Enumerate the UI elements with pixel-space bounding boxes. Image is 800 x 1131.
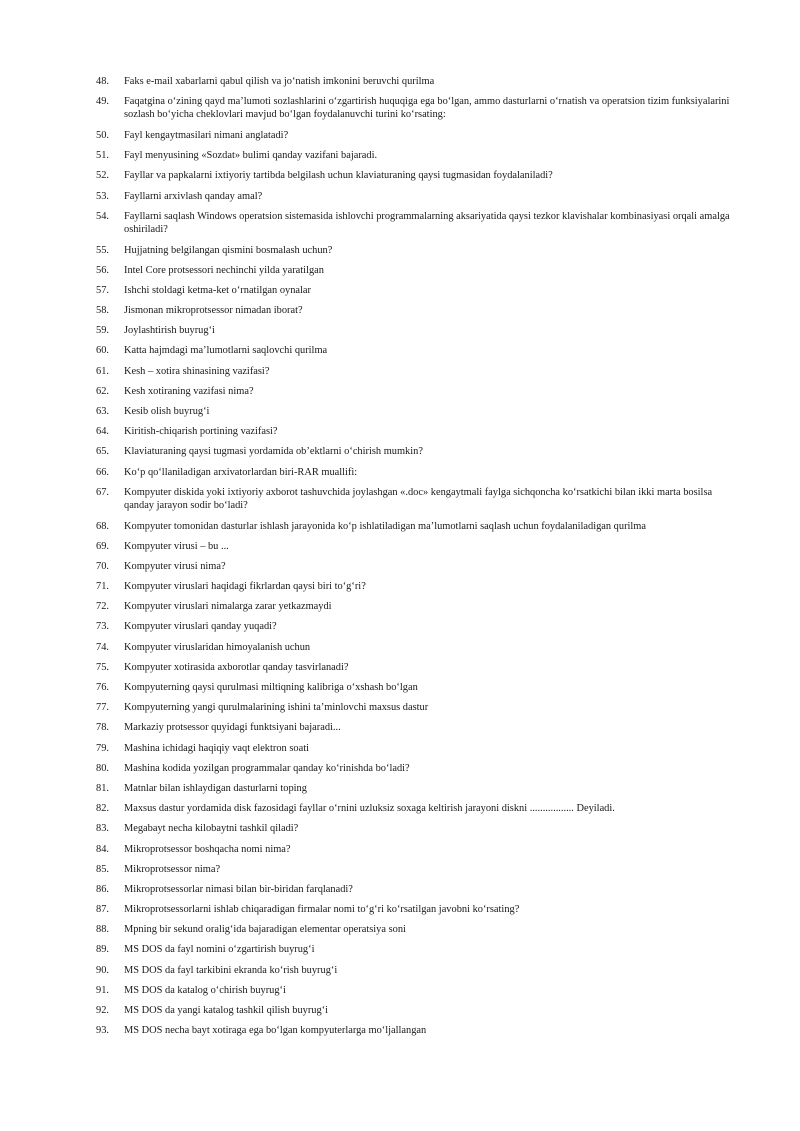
question-text: Kompyuter viruslari haqidagi fikrlardan qaysi biri to‘g‘ri? <box>124 581 366 593</box>
question-text: Megabayt necha kilobaytni tashkil qiladi? <box>124 823 299 835</box>
question-item <box>96 621 736 634</box>
question-item <box>96 541 736 554</box>
question-number: 80. <box>96 762 109 774</box>
question-text: Mashina kodida yozilgan programmalar qanday ko‘rinishda bo‘ladi? <box>124 762 410 774</box>
question-item <box>96 763 736 776</box>
question-number: 64. <box>96 426 109 438</box>
question-item <box>96 265 736 278</box>
question-item <box>96 1005 736 1018</box>
question-item <box>96 722 736 735</box>
question-number: 74. <box>96 641 109 653</box>
question-number: 79. <box>96 742 109 754</box>
question-number: 83. <box>96 823 109 835</box>
question-number: 93. <box>96 1025 109 1037</box>
question-text: Markaziy protsessor quyidagi funktsiyani bajaradi... <box>124 722 341 734</box>
question-number: 76. <box>96 682 109 694</box>
question-number: 58. <box>96 305 109 317</box>
question-item <box>96 211 736 237</box>
question-number: 51. <box>96 150 109 162</box>
question-text: MS DOS da fayl tarkibini ekranda ko‘rish buyrug‘i <box>124 964 338 976</box>
question-number: 49. <box>96 96 109 108</box>
question-item <box>96 446 736 459</box>
question-text: Kiritish-chiqarish portining vazifasi? <box>124 426 278 438</box>
question-number: 57. <box>96 284 109 296</box>
question-text: Kesh xotiraning vazifasi nima? <box>124 385 254 397</box>
question-number: 88. <box>96 924 109 936</box>
question-number: 92. <box>96 1005 109 1017</box>
question-number: 85. <box>96 863 109 875</box>
question-number: 54. <box>96 210 109 222</box>
question-text: Fayllarni saqlash Windows operatsion sistemasida ishlovchi programmalarning aksariyatida qaysi tezkor klavishalar kombinasiyasi orqali amalga oshiriladi? <box>124 210 730 235</box>
question-number: 66. <box>96 466 109 478</box>
question-text: Ishchi stoldagi ketma-ket o‘rnatilgan oynalar <box>124 284 311 296</box>
question-text: Ko‘p qo‘llaniladigan arxivatorlardan biri-RAR muallifi: <box>124 466 358 478</box>
question-number: 78. <box>96 722 109 734</box>
question-number: 59. <box>96 325 109 337</box>
question-text: MS DOS da katalog o‘chirish buyrug‘i <box>124 984 286 996</box>
question-number: 61. <box>96 365 109 377</box>
question-number: 53. <box>96 190 109 202</box>
question-number: 68. <box>96 520 109 532</box>
question-text: MS DOS necha bayt xotiraga ega bo‘lgan kompyuterlarga mo‘ljallangan <box>124 1025 427 1037</box>
question-item <box>96 944 736 957</box>
question-item <box>96 245 736 258</box>
question-item <box>96 487 736 513</box>
question-item <box>96 561 736 574</box>
question-text: Faqatgina o‘zining qayd ma’lumoti sozlashlarini o‘zgartirish huquqiga ega bo‘lgan, ammo dasturlarni o‘rnatish va operatsion tizim funksiyalarini sozlash bo‘yicha cheklovlari mavjud bo‘lgan foydalanuvchi turini ko‘rsating: <box>124 96 730 120</box>
question-number: 77. <box>96 702 109 714</box>
question-text: Kompyuter xotirasida axborotlar qanday tasvirlanadi? <box>124 661 349 673</box>
question-text: Kesh – xotira shinasining vazifasi? <box>124 365 270 377</box>
question-number: 91. <box>96 984 109 996</box>
question-item <box>96 864 736 877</box>
question-item <box>96 904 736 917</box>
question-item <box>96 96 736 122</box>
question-text: Kompyuterning yangi qurulmalarining ishini ta’minlovchi maxsus dastur <box>124 702 429 714</box>
question-number: 56. <box>96 264 109 276</box>
question-text: Mikroprotsessorlar nimasi bilan bir-biridan farqlanadi? <box>124 883 353 895</box>
question-text: Kompyuterning qaysi qurulmasi miltiqning kalibriga o‘xshash bo‘lgan <box>124 682 418 694</box>
question-number: 82. <box>96 803 109 815</box>
question-number: 67. <box>96 486 109 498</box>
question-text: Matnlar bilan ishlaydigan dasturlarni toping <box>124 782 307 794</box>
question-text: Maxsus dastur yordamida disk fazosidagi fayllar o‘rnini uzluksiz soxaga keltirish jarayoni diskni ................. Deyiladi. <box>124 803 615 815</box>
question-item <box>96 426 736 439</box>
question-item <box>96 581 736 594</box>
question-text: Kesib olish buyrug‘i <box>124 406 210 417</box>
question-list <box>96 76 736 1045</box>
question-text: Fayllarni arxivlash qanday amal? <box>124 190 263 202</box>
question-text: Mikroprotsessorlarni ishlab chiqaradigan firmalar nomi to‘g‘ri ko‘rsatilgan javobni ko‘rsating? <box>124 904 520 916</box>
question-text: Faks e-mail xabarlarni qabul qilish va jo‘natish imkonini beruvchi qurilma <box>124 76 435 87</box>
question-text: Mikroprotsessor boshqacha nomi nima? <box>124 843 291 855</box>
question-item <box>96 285 736 298</box>
question-number: 72. <box>96 601 109 613</box>
question-text: Kompyuter tomonidan dasturlar ishlash jarayonida ko‘p ishlatiladigan ma’lumotlarni saqlash uchun foydalaniladigan qurilma <box>124 520 647 532</box>
question-text: Intel Core protsessori nechinchi yilda yaratilgan <box>124 264 324 276</box>
question-text: Fayl kengaytmasilari nimani anglatadi? <box>124 129 289 141</box>
question-item <box>96 601 736 614</box>
question-item <box>96 386 736 399</box>
question-text: Mashina ichidagi haqiqiy vaqt elektron soati <box>124 742 309 754</box>
question-number: 71. <box>96 581 109 593</box>
question-text: MS DOS da fayl nomini o‘zgartirish buyrug‘i <box>124 944 315 956</box>
question-number: 60. <box>96 345 109 357</box>
question-text: Kompyuter viruslari qanday yuqadi? <box>124 621 277 633</box>
question-text: Kompyuter viruslaridan himoyalanish uchun <box>124 641 311 653</box>
question-item <box>96 191 736 204</box>
question-item <box>96 924 736 937</box>
question-item <box>96 1025 736 1038</box>
question-text: Kompyuter virusi – bu ... <box>124 540 229 552</box>
question-item <box>96 366 736 379</box>
question-text: Mikroprotsessor nima? <box>124 863 221 875</box>
question-text: Klaviaturaning qaysi tugmasi yordamida ob’ektlarni o‘chirish mumkin? <box>124 446 423 458</box>
question-text: Kompyuter virusi nima? <box>124 560 226 572</box>
question-item <box>96 467 736 480</box>
question-item <box>96 743 736 756</box>
question-number: 73. <box>96 621 109 633</box>
question-item <box>96 783 736 796</box>
question-number: 75. <box>96 661 109 673</box>
question-number: 87. <box>96 904 109 916</box>
question-number: 69. <box>96 540 109 552</box>
question-number: 50. <box>96 129 109 141</box>
question-item <box>96 823 736 836</box>
question-item <box>96 521 736 534</box>
question-number: 89. <box>96 944 109 956</box>
question-item <box>96 965 736 978</box>
question-number: 90. <box>96 964 109 976</box>
question-text: Fayl menyusining «Sozdat» bulimi qanday vazifani bajaradi. <box>124 150 378 162</box>
question-text: Kompyuter diskida yoki ixtiyoriy axborot tashuvchida joylashgan «.doc» kengaytmali faylga sichqoncha ko‘rsatkichi bilan ikki marta bosilsa qanday jarayon sodir bo‘ladi? <box>124 486 713 511</box>
question-item <box>96 662 736 675</box>
question-item <box>96 844 736 857</box>
question-number: 86. <box>96 883 109 895</box>
question-number: 55. <box>96 244 109 256</box>
question-item <box>96 406 736 419</box>
question-item <box>96 702 736 715</box>
question-number: 63. <box>96 406 109 417</box>
question-item <box>96 682 736 695</box>
question-item <box>96 803 736 816</box>
question-text: Fayllar va papkalarni ixtiyoriy tartibda belgilash uchun klaviaturaning qaysi tugmasidan foydalaniladi? <box>124 170 553 182</box>
question-item <box>96 305 736 318</box>
question-text: MS DOS da yangi katalog tashkil qilish buyrug‘i <box>124 1005 329 1017</box>
question-number: 84. <box>96 843 109 855</box>
question-text: Hujjatning belgilangan qismini bosmalash uchun? <box>124 244 333 256</box>
question-item <box>96 884 736 897</box>
question-number: 65. <box>96 446 109 458</box>
question-item <box>96 985 736 998</box>
question-number: 48. <box>96 76 109 87</box>
question-item <box>96 150 736 163</box>
question-number: 52. <box>96 170 109 182</box>
question-item <box>96 170 736 183</box>
question-text: Joylashtirish buyrug‘i <box>124 325 215 337</box>
question-item <box>96 325 736 338</box>
question-item <box>96 130 736 143</box>
question-text: Jismonan mikroprotsessor nimadan iborat? <box>124 305 303 317</box>
question-text: Katta hajmdagi ma’lumotlarni saqlovchi qurilma <box>124 345 328 357</box>
question-item <box>96 76 736 89</box>
question-number: 70. <box>96 560 109 572</box>
question-text: Kompyuter viruslari nimalarga zarar yetkazmaydi <box>124 601 332 613</box>
question-number: 81. <box>96 782 109 794</box>
question-item <box>96 345 736 358</box>
question-text: Mpning bir sekund oralig‘ida bajaradigan elementar operatsiya soni <box>124 924 406 936</box>
question-item <box>96 642 736 655</box>
question-number: 62. <box>96 385 109 397</box>
